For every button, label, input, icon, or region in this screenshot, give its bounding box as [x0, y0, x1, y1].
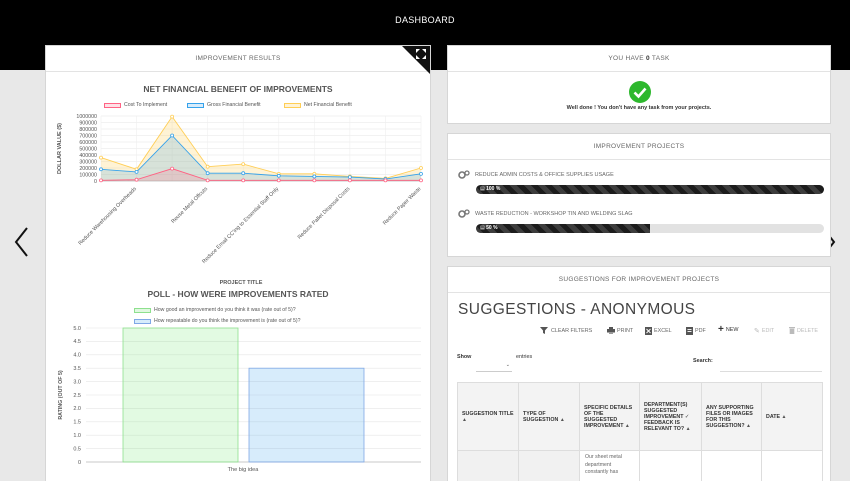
show-label: Show	[457, 354, 472, 360]
data-point	[135, 170, 138, 173]
legend-label: How repeatable do you think the improvement is (rate out of 5)?	[154, 318, 301, 324]
edit-button[interactable]	[754, 327, 774, 335]
legend-label: Cost To Implement	[124, 102, 168, 108]
table-cell	[458, 451, 519, 481]
button-label: NEW	[725, 327, 739, 333]
print-button[interactable]	[607, 327, 633, 334]
data-point	[348, 179, 351, 182]
y-tick-label: 1.0	[73, 433, 81, 439]
search-label: Search:	[693, 358, 713, 364]
project-header	[458, 209, 820, 218]
y-tick-label: 600000	[79, 139, 97, 146]
y-tick-label: 0	[94, 178, 97, 185]
table-cell	[519, 451, 580, 481]
y-tick-label: 300000	[79, 159, 97, 166]
legend-poll-good[interactable]	[134, 307, 296, 313]
cogs-icon	[458, 170, 470, 179]
sort-icon: ▲	[685, 425, 691, 432]
data-point	[313, 175, 316, 178]
data-point	[277, 174, 280, 177]
panel-title: IMPROVEMENT PROJECTS	[448, 134, 830, 160]
print-icon	[607, 327, 615, 334]
data-point	[206, 179, 209, 182]
y-tick-label: 2.0	[73, 406, 81, 413]
filter-icon	[540, 327, 549, 334]
improvement-projects-panel	[447, 133, 831, 257]
clear-filters-button[interactable]	[540, 327, 592, 334]
sort-icon: ▲	[462, 416, 467, 423]
y-tick-label: 900000	[79, 120, 97, 127]
button-label: PRINT	[617, 327, 634, 334]
suggestions-panel	[447, 266, 831, 481]
project-name: REDUCE ADMIN COSTS & OFFICE SUPPLIES USAGE	[475, 171, 614, 178]
y-tick-label: 200000	[79, 165, 97, 172]
x-tick-label: Reuse Metal Offcuts	[170, 186, 210, 225]
button-label: EXCEL	[654, 328, 672, 334]
column-label: DATE	[766, 413, 781, 420]
sort-icon: ▲	[624, 422, 630, 429]
column-label: TYPE OF SUGGESTION	[523, 410, 559, 423]
y-tick-label: 400000	[79, 152, 97, 159]
check-circle-icon	[629, 81, 651, 103]
legend-label: How good an improvement do you think it was (rate out of 5)?	[154, 307, 296, 313]
project-item[interactable]	[458, 170, 820, 200]
delete-button[interactable]	[789, 327, 818, 334]
y-tick-label: 100000	[79, 172, 97, 179]
x-tick-label: The big idea	[227, 467, 259, 473]
pdf-button[interactable]	[686, 327, 706, 335]
panel-title: SUGGESTIONS FOR IMPROVEMENT PROJECTS	[448, 267, 830, 293]
x-tick-label: Reduce Pallet Disposal Costs	[296, 186, 352, 241]
table-row[interactable]	[458, 451, 823, 481]
data-point	[100, 168, 103, 171]
progress-label: 100 %	[486, 186, 501, 192]
legend-swatch	[104, 103, 121, 108]
data-point	[206, 165, 209, 168]
legend-label: Gross Financial Benefit	[207, 102, 261, 108]
y-axis-title: DOLLAR VALUE ($)	[57, 123, 63, 174]
project-name: WASTE REDUCTION - WORKSHOP TIN AND WELDING SLAG	[475, 210, 633, 217]
suggestions-table	[457, 382, 823, 481]
data-point	[420, 172, 423, 175]
page-title: DASHBOARD	[395, 15, 455, 25]
y-tick-label: 800000	[79, 126, 97, 133]
bar	[249, 368, 364, 462]
x-tick-label: Reduce Warehousing Overheads	[77, 186, 138, 247]
search-input[interactable]	[720, 355, 822, 372]
sort-icon: ▲	[559, 416, 565, 423]
task-panel	[447, 45, 831, 124]
task-title-prefix: YOU HAVE	[608, 55, 644, 62]
data-point	[348, 176, 351, 179]
table-cell	[640, 451, 702, 481]
excel-icon	[645, 327, 652, 335]
improvement-results-panel	[45, 45, 431, 481]
fullscreen-icon	[416, 49, 426, 59]
sort-icon: ▲	[746, 422, 751, 429]
prev-arrow-icon[interactable]	[10, 222, 34, 262]
y-tick-label: 2.5	[73, 392, 81, 399]
progress-icon: ▤	[480, 225, 485, 231]
data-point	[420, 167, 423, 170]
excel-button[interactable]	[645, 327, 672, 335]
data-point	[242, 172, 245, 175]
panel-title	[448, 46, 830, 72]
bar	[123, 328, 238, 462]
y-tick-label: 0	[77, 459, 81, 466]
progress-icon: ▤	[480, 186, 485, 192]
column-header[interactable]	[580, 383, 640, 451]
financial-benefit-chart	[46, 108, 432, 288]
cogs-icon	[458, 209, 470, 218]
data-point	[384, 179, 387, 182]
data-point	[242, 163, 245, 166]
legend-swatch	[284, 103, 301, 108]
y-tick-label: 5.0	[73, 325, 81, 332]
column-header[interactable]	[519, 383, 580, 451]
x-axis-title: PROJECT TITLE	[219, 280, 263, 286]
progress-label: 50 %	[486, 225, 498, 231]
y-axis-title: RATING (OUT OF 5)	[58, 370, 64, 420]
table-cell	[762, 451, 823, 481]
sort-icon: ▲	[781, 413, 787, 420]
x-tick-label: Reduce Email CC'ing to Essential Staff Only	[201, 186, 281, 266]
new-button[interactable]	[718, 326, 738, 334]
data-point	[100, 179, 103, 182]
project-header	[458, 170, 820, 179]
table-header-row	[458, 383, 823, 451]
entries-label: entries	[516, 354, 533, 360]
progress-bar	[476, 185, 824, 194]
task-message: Well done ! You don't have any task from your projects.	[566, 105, 712, 111]
progress-fill	[476, 185, 824, 194]
data-point	[135, 178, 138, 181]
column-header[interactable]	[762, 383, 823, 451]
plus-icon: +	[718, 324, 724, 335]
data-point	[242, 179, 245, 182]
button-label: DELETE	[797, 327, 818, 334]
trash-icon	[789, 327, 795, 334]
data-point	[171, 167, 174, 170]
button-label: CLEAR FILTERS	[551, 327, 593, 334]
column-header[interactable]	[702, 383, 762, 451]
project-item[interactable]	[458, 209, 820, 239]
data-point	[171, 115, 174, 118]
data-point	[313, 179, 316, 182]
y-tick-label: 3.0	[73, 379, 81, 386]
progress-bar	[476, 224, 824, 233]
poll-chart	[46, 322, 432, 481]
column-label: SPECIFIC DETAILS OF THE SUGGESTED IMPROVEMENT	[584, 404, 633, 429]
task-count: 0	[646, 55, 650, 62]
pdf-icon	[686, 327, 693, 335]
task-title-suffix: TASK	[651, 55, 670, 62]
button-label: PDF	[695, 328, 706, 334]
chart-title: POLL - HOW WERE IMPROVEMENTS RATED	[147, 289, 329, 299]
button-label: EDIT	[761, 328, 775, 334]
y-tick-label: 500000	[79, 146, 97, 153]
column-label: SUGGESTION TITLE	[462, 410, 514, 417]
legend-label: Net Financial Benefit	[304, 102, 352, 108]
column-header[interactable]	[458, 383, 519, 451]
data-point	[171, 134, 174, 137]
x-tick-label: Reduce Paper Waste	[382, 186, 423, 227]
table-cell	[702, 451, 762, 481]
y-tick-label: 1000000	[76, 113, 97, 120]
legend-swatch	[134, 308, 151, 313]
y-tick-label: 0.5	[73, 446, 81, 453]
legend-swatch	[187, 103, 204, 108]
suggestions-heading: SUGGESTIONS - ANONYMOUS	[458, 301, 696, 318]
data-point	[100, 156, 103, 159]
data-point	[420, 179, 423, 182]
pencil-icon: ✎	[754, 328, 760, 335]
y-tick-label: 4.5	[73, 339, 81, 346]
y-tick-label: 3.5	[73, 366, 81, 372]
table-cell: Our sheet metal department constantly has	[580, 451, 640, 481]
column-label: DEPARTMENT(S) SUGGESTED IMPROVEMENT ✓ FEEDBACK IS RELEVANT TO?	[644, 401, 690, 432]
y-tick-label: 1.5	[73, 419, 81, 426]
data-point	[277, 179, 280, 182]
panel-title: IMPROVEMENT RESULTS	[46, 46, 430, 72]
entries-select[interactable]	[476, 362, 512, 372]
chart-title: NET FINANCIAL BENEFIT OF IMPROVEMENTS	[143, 84, 333, 94]
progress-fill	[476, 224, 650, 233]
y-tick-label: 4.0	[73, 352, 81, 359]
chevron-down-icon: ⌄	[505, 362, 510, 368]
data-point	[206, 172, 209, 175]
y-tick-label: 700000	[79, 133, 97, 140]
column-header[interactable]	[640, 383, 702, 451]
column-label: ANY SUPPORTING FILES OR IMAGES FOR THIS SUGGESTION?	[706, 404, 754, 429]
